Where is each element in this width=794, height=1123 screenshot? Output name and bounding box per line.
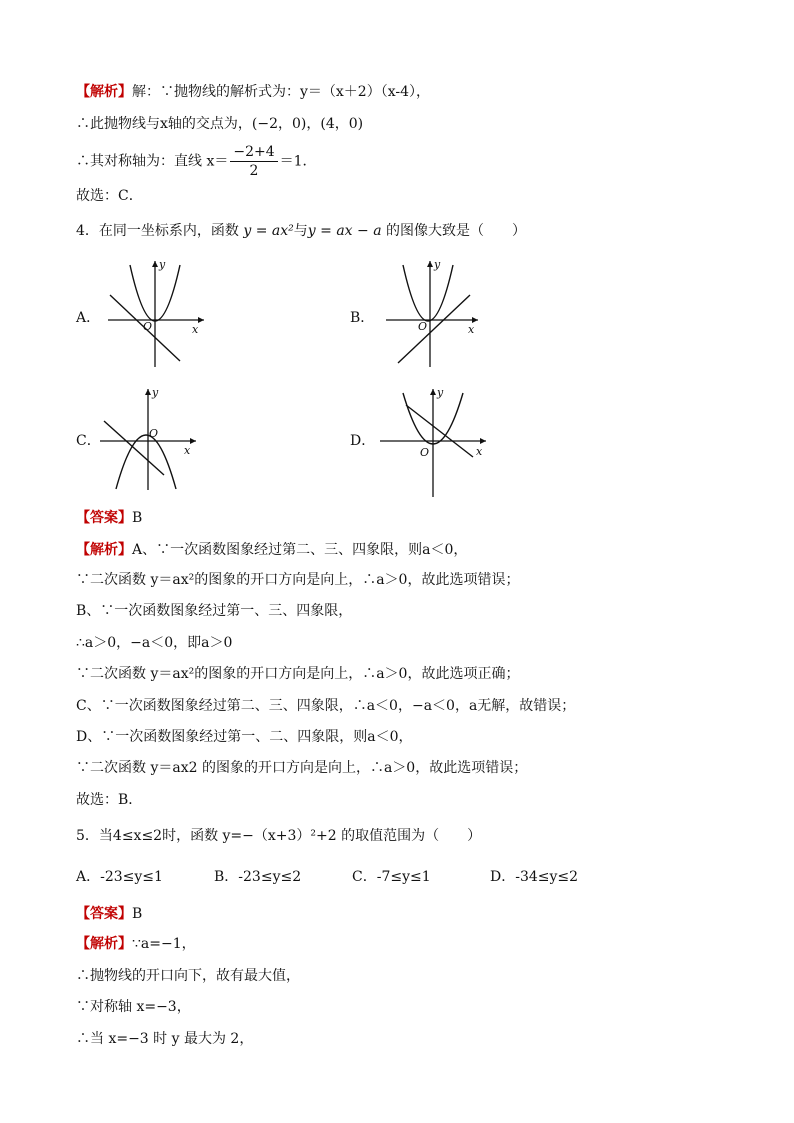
explanation-5-line-3: ∵对称轴 x=−3， xyxy=(76,999,191,1015)
x-axis-arrow xyxy=(480,438,486,444)
y-axis-arrow xyxy=(430,389,436,395)
y-label: y xyxy=(159,258,166,271)
x-label: x xyxy=(184,444,191,457)
x-label: x xyxy=(192,323,199,336)
q5-option-a: A．-23≤y≤1 xyxy=(76,869,163,885)
explanation-text: ∵a=−1， xyxy=(132,936,196,952)
explanation-5-line-1 xyxy=(76,934,196,954)
solution-line-3 xyxy=(76,143,317,180)
fraction-denominator: 2 xyxy=(249,163,259,179)
x-axis-arrow xyxy=(190,438,196,444)
origin-label: O xyxy=(418,320,428,333)
formula-quadratic: y = ax² xyxy=(243,223,294,239)
q5-option-c: C．-7≤y≤1 xyxy=(352,869,431,885)
fraction xyxy=(230,143,277,180)
axis-result: ＝1． xyxy=(279,153,317,170)
question-4 xyxy=(76,221,526,241)
explanation-line-6: C、∵一次函数图象经过第二、三、四象限，∴a＜0，−a＜0，a无解，故错误； xyxy=(76,698,576,714)
explanation-line-9: 故选：B． xyxy=(76,792,143,808)
explanation-line-1 xyxy=(76,540,467,560)
graph-option-a xyxy=(100,255,220,370)
solution-choice: 故选：C． xyxy=(76,188,143,204)
question-4-mid: 与 xyxy=(293,223,308,239)
answer-value: B xyxy=(132,906,143,922)
straight-line xyxy=(398,295,470,363)
y-axis-arrow xyxy=(152,261,158,267)
option-c-label: C． xyxy=(76,433,101,449)
graph-option-b xyxy=(378,255,498,370)
x-label: x xyxy=(476,445,483,458)
solution-line-1 xyxy=(76,82,430,102)
y-axis-arrow xyxy=(145,389,151,395)
explanation-5-line-4: ∴当 x=−3 时 y 最大为 2， xyxy=(76,1031,254,1047)
analysis-tag: 【解析】 xyxy=(76,542,132,558)
answer-value: B xyxy=(132,510,143,526)
parabola xyxy=(403,265,453,321)
fraction-numerator: −2+4 xyxy=(230,143,277,162)
straight-line xyxy=(406,405,473,457)
explanation-line-3: B、∵一次函数图象经过第一、三、四象限， xyxy=(76,603,353,619)
y-axis-arrow xyxy=(427,261,433,267)
explanation-5-line-2: ∴抛物线的开口向下，故有最大值， xyxy=(76,968,300,984)
parabola xyxy=(116,435,176,489)
axis-text: ∴其对称轴为：直线 x＝ xyxy=(76,153,229,170)
question-4-post: 的图像大致是（ ） xyxy=(386,223,526,239)
y-label: y xyxy=(437,386,444,399)
origin-label: O xyxy=(149,427,159,440)
explanation-line-2: ∵二次函数 y＝ax²的图象的开口方向是向上，∴a＞0，故此选项错误； xyxy=(76,572,520,588)
explanation-line-7: D、∵一次函数图象经过第一、二、四象限，则a＜0， xyxy=(76,729,413,745)
x-axis-arrow xyxy=(198,317,204,323)
graph-option-c xyxy=(98,385,218,495)
option-a-label: A． xyxy=(76,310,101,326)
y-label: y xyxy=(434,258,441,271)
explanation-line-4: ∴a＞0，−a＜0，即a＞0 xyxy=(76,635,233,651)
analysis-tag: 【解析】 xyxy=(76,84,132,100)
option-d-label: D． xyxy=(350,433,376,449)
answer-4 xyxy=(76,508,142,528)
formula-linear: y = ax − a xyxy=(307,223,382,239)
explanation-text: A、∵一次函数图象经过第二、三、四象限，则a＜0， xyxy=(132,542,468,558)
explanation-line-5: ∵二次函数 y＝ax²的图象的开口方向是向上，∴a＞0，故此选项正确； xyxy=(76,666,520,682)
origin-label: O xyxy=(420,446,430,459)
explanation-line-8: ∵二次函数 y＝ax2 的图象的开口方向是向上，∴a＞0，故此选项错误； xyxy=(76,760,528,776)
answer-5 xyxy=(76,904,142,924)
graph-option-d xyxy=(378,385,498,500)
option-b-label: B． xyxy=(350,310,375,326)
y-label: y xyxy=(152,386,159,399)
solution-text: 解：∵抛物线的解析式为：y＝（x＋2）（x-4）， xyxy=(132,84,430,100)
answer-tag: 【答案】 xyxy=(76,906,132,922)
question-4-pre: 4．在同一坐标系内，函数 xyxy=(76,223,239,239)
analysis-tag: 【解析】 xyxy=(76,936,132,952)
answer-tag: 【答案】 xyxy=(76,510,132,526)
origin-label: O xyxy=(143,320,153,333)
question-5: 5．当4≤x≤2时，函数 y=−（x+3）²+2 的取值范围为（ ） xyxy=(76,828,482,844)
x-label: x xyxy=(468,323,475,336)
solution-line-2: ∴此抛物线与x轴的交点为，(−2，0)，(4，0) xyxy=(76,116,364,132)
q5-option-b: B．-23≤y≤2 xyxy=(214,869,302,885)
q5-option-d: D．-34≤y≤2 xyxy=(490,869,579,885)
